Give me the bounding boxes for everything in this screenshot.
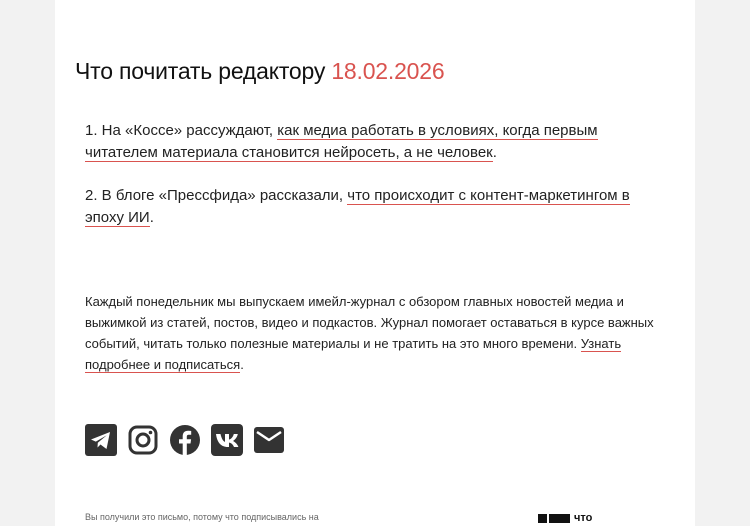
about-text: Каждый понедельник мы выпускаем имейл-журнал с обзором главных новостей медиа и выжимкой из статей, постов, видео и подкастов. Журнал помогает оставаться в курсе важных событий, читать только полезные материалы и не тратить на это много времени.	[85, 294, 654, 351]
footer-note: Вы получили это письмо, потому что подписывались на	[85, 512, 319, 522]
brand-logo	[538, 512, 592, 524]
subscribe-link[interactable]: Узнать подробнее и подписаться	[85, 336, 622, 372]
digest-date: 18.02.2026	[331, 58, 445, 84]
telegram-link[interactable]	[85, 424, 117, 456]
item-suffix: .	[492, 144, 497, 161]
instagram-icon	[127, 424, 159, 456]
item-suffix: .	[149, 209, 154, 226]
item-text: 1. На «Коссе» рассуждают,	[85, 122, 278, 139]
about-suffix: .	[240, 357, 244, 372]
list-item	[85, 120, 670, 164]
item-text: 2. В блоге «Прессфида» рассказали,	[85, 187, 348, 204]
email-link[interactable]	[253, 424, 285, 456]
email-card	[55, 0, 695, 526]
instagram-link[interactable]	[127, 424, 159, 456]
vk-icon	[211, 424, 243, 456]
brand-text: что	[574, 512, 593, 524]
article-list	[85, 120, 670, 250]
email-icon	[253, 424, 285, 456]
digest-title: Что почитать редактору	[75, 58, 326, 84]
facebook-link[interactable]	[169, 424, 201, 456]
list-item	[85, 185, 670, 229]
about-paragraph	[85, 291, 670, 375]
vk-link[interactable]	[211, 424, 243, 456]
facebook-icon	[169, 424, 201, 456]
telegram-icon	[85, 424, 117, 456]
article-link[interactable]: что происходит с контент-маркетингом в эпоху ИИ	[85, 187, 630, 226]
page-title	[75, 58, 444, 85]
article-link[interactable]: как медиа работать в условиях, когда первым читателем материала становится нейросеть, а не человек	[85, 122, 598, 161]
social-links	[85, 424, 285, 456]
brand-mark-icon	[538, 514, 570, 523]
